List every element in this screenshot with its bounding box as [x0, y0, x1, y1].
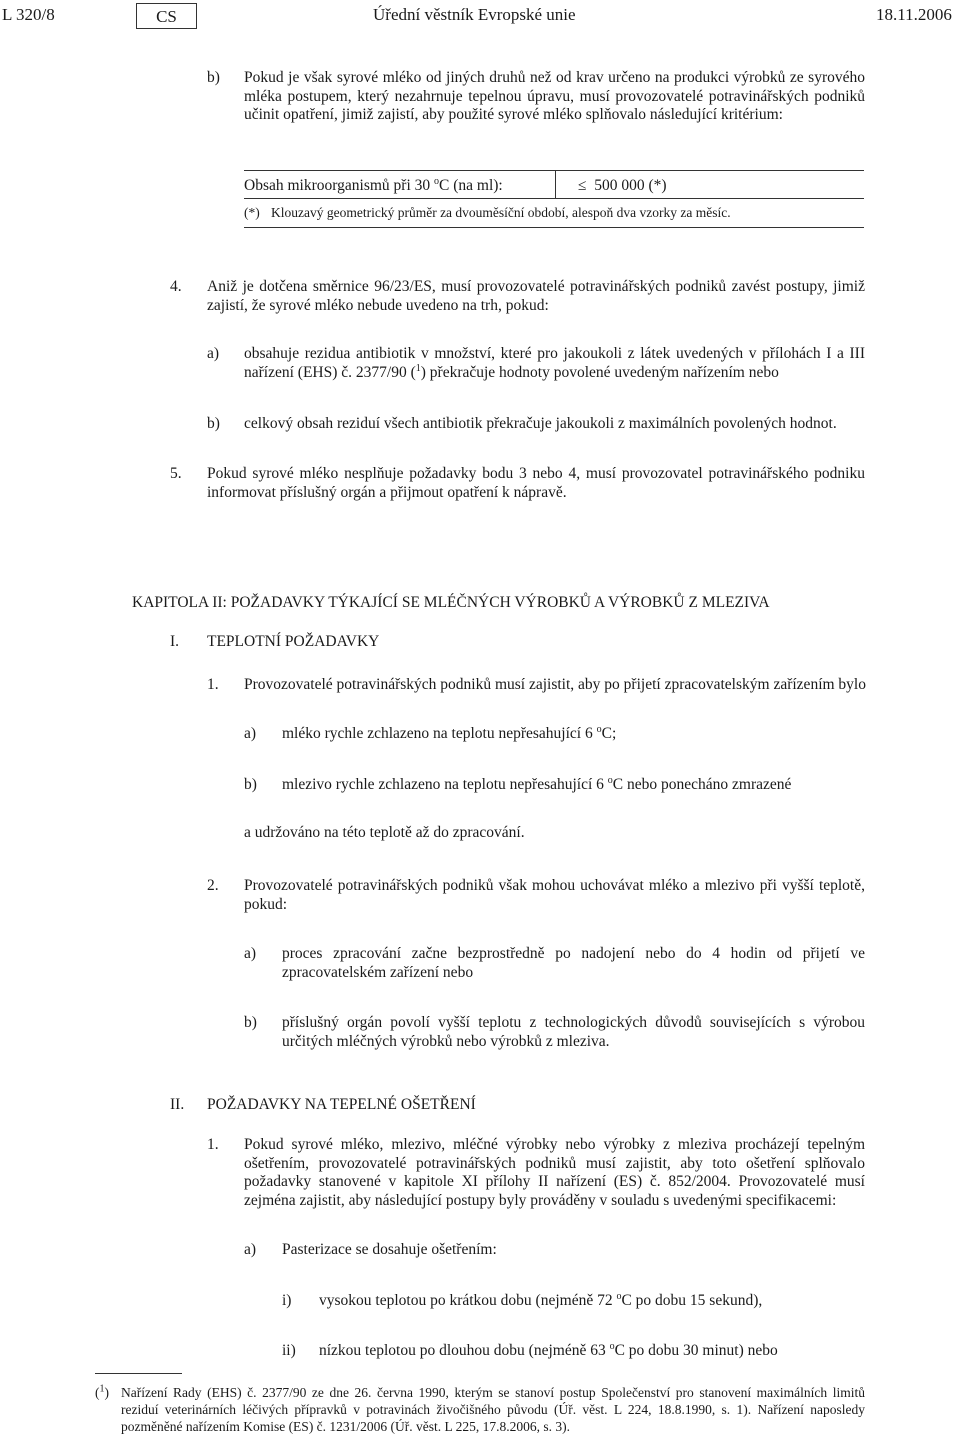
- item-label: a): [244, 1241, 257, 1258]
- journal-title: Úřední věstník Evropské unie: [373, 5, 576, 24]
- table-top-rule: [244, 170, 864, 171]
- section-II-item-ii: nízkou teplotou po dlouhou dobu (nejméně 63 $^o$C po dobu 30 minut) nebo: [319, 1340, 778, 1359]
- item-label: a): [207, 345, 220, 362]
- section-II-item-i: vysokou teplotou po krátkou dobu (nejméně 72 $^o$C po dobu 15 sekund),: [319, 1290, 763, 1309]
- section-I-continuation: a udržováno na této teplotě až do zpracování.: [244, 824, 525, 841]
- section-I-paragraph-2a: proces zpracování začne bezprostředně po nadojení nebo do 4 hodin od přijetí ve zpracovatelském zařízení nebo: [282, 945, 865, 981]
- section-II-item-a: Pasterizace se dosahuje ošetřením:: [282, 1241, 497, 1258]
- table-column-divider: [555, 170, 556, 198]
- item-label: ii): [282, 1342, 296, 1359]
- table-middle-rule: [244, 198, 864, 199]
- section-number: I.: [170, 633, 180, 650]
- section-I-paragraph-2: Provozovatelé potravinářských podniků však mohou uchovávat mléko a mlezivo při vyšší teplotě, pokud:: [244, 877, 865, 913]
- section-I-paragraph-1: Provozovatelé potravinářských podniků musí zajistit, aby po přijetí zpracovatelským zařízením bylo: [244, 676, 866, 693]
- footnote-marker: ($^1$): [95, 1383, 109, 1400]
- section-title: TEPLOTNÍ POŽADAVKY: [207, 633, 380, 650]
- criterion-value: ≤ 500 000 (*): [578, 177, 667, 194]
- criterion-label: Obsah mikroorganismů při 30 $^o$C (na ml):: [244, 175, 503, 194]
- item-label: b): [207, 69, 220, 86]
- paragraph-number: 4.: [170, 278, 182, 295]
- item-label: b): [244, 776, 257, 793]
- table-footnote-text: Klouzavý geometrický průměr za dvouměsíční období, alespoň dva vzorky za měsíc.: [271, 205, 731, 220]
- page-reference: L 320/8: [2, 5, 55, 24]
- item-label: b): [244, 1014, 257, 1031]
- paragraph-number: 2.: [207, 877, 219, 894]
- section-I-item-b: mlezivo rychle zchlazeno na teplotu nepřesahující 6 $^o$C nebo ponecháno zmrazené: [282, 774, 792, 793]
- paragraph-number: 1.: [207, 1136, 219, 1153]
- table-bottom-rule: [244, 227, 864, 228]
- language-code-box: CS: [136, 3, 197, 29]
- item-label: b): [207, 415, 220, 432]
- paragraph-b-text: Pokud je však syrové mléko od jiných druhů než od krav určeno na produkci výrobků ze syrového mléka postupem, který nezahrnuje tepelnou úpravu, musí provozovatelé potravinářských podniků učinit opatření, jimiž zajistí, aby použité syrové mléko splňovalo následující kritérium:: [244, 69, 865, 123]
- paragraph-number: 1.: [207, 676, 219, 693]
- item-label: i): [282, 1292, 292, 1309]
- publication-date: 18.11.2006: [876, 5, 952, 24]
- paragraph-4a-text: obsahuje rezidua antibiotik v množství, které pro jakoukoli z látek uvedených v přílohách I a III nařízení (EHS) č. 2377/90 ($^1$) překračuje hodnoty povolené uvedeným nařízením nebo: [244, 345, 865, 381]
- item-label: a): [244, 945, 257, 962]
- paragraph-4-text: Aniž je dotčena směrnice 96/23/ES, musí provozovatelé potravinářských podniků zavést postupy, jimiž zajistí, že syrové mléko nebude uvedeno na trh, pokud:: [207, 278, 865, 314]
- section-I-paragraph-2b: příslušný orgán povolí vyšší teplotu z technologických důvodů souvisejících s výrobou určitých mléčných výrobků nebo výrobků z mleziva.: [282, 1014, 865, 1050]
- paragraph-5-text: Pokud syrové mléko nesplňuje požadavky bodu 3 nebo 4, musí provozovatel potravinářského podniku informovat příslušný orgán a přijmout opatření k nápravě.: [207, 465, 865, 501]
- item-label: a): [244, 725, 257, 742]
- footnote-separator: [95, 1373, 182, 1374]
- table-footnote-marker: (*): [244, 205, 260, 220]
- section-number: II.: [170, 1096, 185, 1113]
- footnote-text: Nařízení Rady (EHS) č. 2377/90 ze dne 26. června 1990, kterým se stanoví postup Společenství pro stanovení maximálních limitů reziduí veterinárních léčivých přípravků v potravinách živočišného původu (Úř. věst. L 224, 18.8.1990, s. 1). Nařízení naposledy pozměněné nařízením Komise (ES) č. 1231/2006 (Úř. věst. L 225, 17.8.2006, s. 3).: [121, 1385, 865, 1434]
- chapter-title: KAPITOLA II: POŽADAVKY TÝKAJÍCÍ SE MLÉČNÝCH VÝROBKŮ A VÝROBKŮ Z MLEZIVA: [132, 594, 770, 611]
- section-title: POŽADAVKY NA TEPELNÉ OŠETŘENÍ: [207, 1096, 476, 1113]
- paragraph-4b-text: celkový obsah reziduí všech antibiotik překračuje jakoukoli z maximálních povolených hodnot.: [244, 415, 837, 432]
- paragraph-number: 5.: [170, 465, 182, 482]
- section-I-item-a: mléko rychle zchlazeno na teplotu nepřesahující 6 $^o$C;: [282, 723, 617, 742]
- section-II-paragraph-1: Pokud syrové mléko, mlezivo, mléčné výrobky nebo výrobky z mleziva procházejí tepelným ošetřením, provozovatelé potravinářských podniků musí zajistit, aby toto ošetření splňovalo požadavky stanovené v kapitole XI přílohy II nařízení (ES) č. 852/2004. Provozovatelé musí zejména zajistit, aby následující postupy byly prováděny v souladu s uvedenými specifikacemi:: [244, 1136, 865, 1209]
